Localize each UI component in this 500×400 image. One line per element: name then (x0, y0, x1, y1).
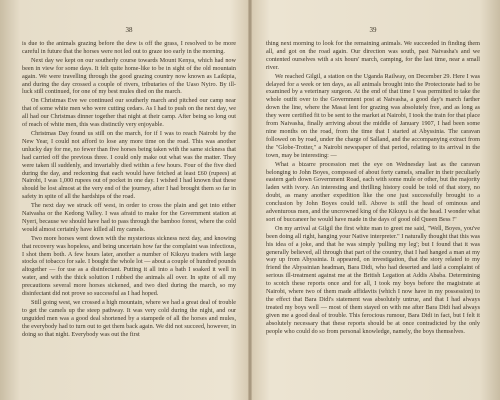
left-page-number: 38 (125, 26, 133, 34)
right-page-number: 39 (369, 26, 377, 34)
paragraph: We reached Gilgil, a station on the Uganda Railway, on December 29. Here I was delayed for a week or ten days, as all animals brought into the Protectorate had to be examined by a veterinary surgeon. At the end of that time I was permitted to take the whole outfit over to the Government post at Naivasha, a good day's march farther down the line, where the Masai lent for grazing was absolutely free, and as long as they were certified fit to be sent to the market at Nairobi, I took the train for that place from Naivasha, finally arriving about the middle of January 1907, I had been some nine months on the road, from the time that I started at Abyssinia. The caravan followed on by road, under the charge of Salland, and the accompanying extract from the "Globe-Trotter," a Nairobi newspaper of that period, relating to its arrival in the town, may be interesting: — (266, 72, 480, 159)
paragraph: is due to the animals grazing before the dew is off the grass, I resolved to be more careful in future that the horses were not led out to graze too early in the morning. (22, 40, 236, 55)
paragraph: Christmas Day found us still on the march, for if I was to reach Nairobi by the New Year, I could not afford to lose any more time on the road. This was another unlucky day for me, no fewer than five horses being taken with the same sickness that had carried off the previous three. I could only make out what was the matter. They were taken ill suddenly, and invariably died within a few hours. Four of the five died during the day, and reckoning that each would have fetched at least £60 (rupees) at Nairobi, I was 1,000 rupees out of pocket in one day. I wished I had known that these should be lost almost at the very end of the journey, after I had brought them so far in safety in spite of all the hardships of the road. (22, 129, 236, 201)
right-page (250, 0, 500, 400)
paragraph: Still going west, we crossed a high mountain, where we had a great deal of trouble to get the camels up the steep pathway. It was very cold during the night, and our unguided men was a good deal shortened by a stampede of all the horses and mules, the everybody had to turn out to get them back again. We did not succeed, however, in doing so that night. Everybody was out the first (22, 299, 236, 338)
paragraph: On my arrival at Gilgil the first white man to greet me said, "Well, Boyes, you've been doing all right, hanging your Native interpreter." I naturally thought that this was his idea of a joke, and that he was simply 'pulling my leg'; but I found that it was generally believed, all through that part of the country, that I had hanged a man at my way up from Abyssinia. It appeared, on investigation, that the story related to my friend the Abyssinian headman, Bara Didi, who had deserted and laid a complaint of serious ill-treatment against me at the British Legation at Addis Ababa. Determining to scotch these reports once and for all, I took my boys before the magistrate at Nairobi, where two of them made affidavits (which I now have in my possession) to the effect that Bara Didi's statement was absolutely untrue, and that I had always treated my boys well — most of them stayed on with me after Bara Didi had always given me a good deal of trouble. This ferocious rumour, Bara Didi in fact, but I felt it absolutely necessary that these reports should be at once contradicted by the only people who could do so from personal knowledge, namely, the boys themselves. (266, 224, 480, 335)
quoted-paragraph: What a bizarre procession met the eye on Wednesday last as the caravan belonging to John Boyes, composed of about forty camels, smaller in their peculiarly eastern garb down Government Road, each with some mule or other, but the majority laden with ivory. An interesting and thrilling history could be told of that story, no doubt, as many another expedition like the one just successfully brought to a conclusion by John Boyes could tell. Above is still the head of ominous and adventurous men, and the uncrowned king of the Kikuyu is at the head. I wonder what sort of buccaneer he would have made in the days of good old Queen Bess !" (266, 160, 480, 223)
paragraph: On Christmas Eve we continued our southerly march and pitched our camp near that of some white men who were cutting cedars. As I had to push on the next day, we all had our Christmas dinner together that night at their camp. After being so long out of reach of white men, this was distinctly very enjoyable. (22, 97, 236, 129)
paragraph: Next day we kept on our southerly course towards Mount Kenya, which had now been in view for some days. It felt quite home-like to be in sight of the old mountain again. We were travelling through the good grazing country now known as Laikipia, and during the day crossed a couple of rivers, tributaries of the Uaso Nyiro. By ill-luck still continued, for one of my best mules died on the march. (22, 56, 236, 96)
paragraph: Two more horses went down with the mysterious sickness next day, and knowing that recovery was hopeless, and being uncertain how far the complaint was infectious, I shot them both. A few hours later, another a number of Kikuyu traders with large stocks of tobacco for sale. I bought the whole lot — about a couple of hundred pounds altogether — for use as a disinfectant. Putting it all into a bath I soaked it well in water, and with the thick solution I rubbed the animals all over. In spite of all my precautions several more horses sickened, and two died during the march, so my disinfectant did not prove so successful as I had hoped. (22, 234, 236, 298)
paragraph: thing next morning to look for the remaining animals. We succeeded in finding them all, and got on the road again. Our direction was south, past Naivasha's and we contented ourselves with a six hours' march, camping, for the last time, near a small river. (266, 40, 480, 71)
paragraph: The next day we struck off west, in order to cross the plain and get into either Naivasha or the Kedong Valley. I was afraid to make for the Government station at Nyeri, because we should have had to pass through the bamboo forest, where the cold would almost certainly have killed all my camels. (22, 202, 236, 233)
